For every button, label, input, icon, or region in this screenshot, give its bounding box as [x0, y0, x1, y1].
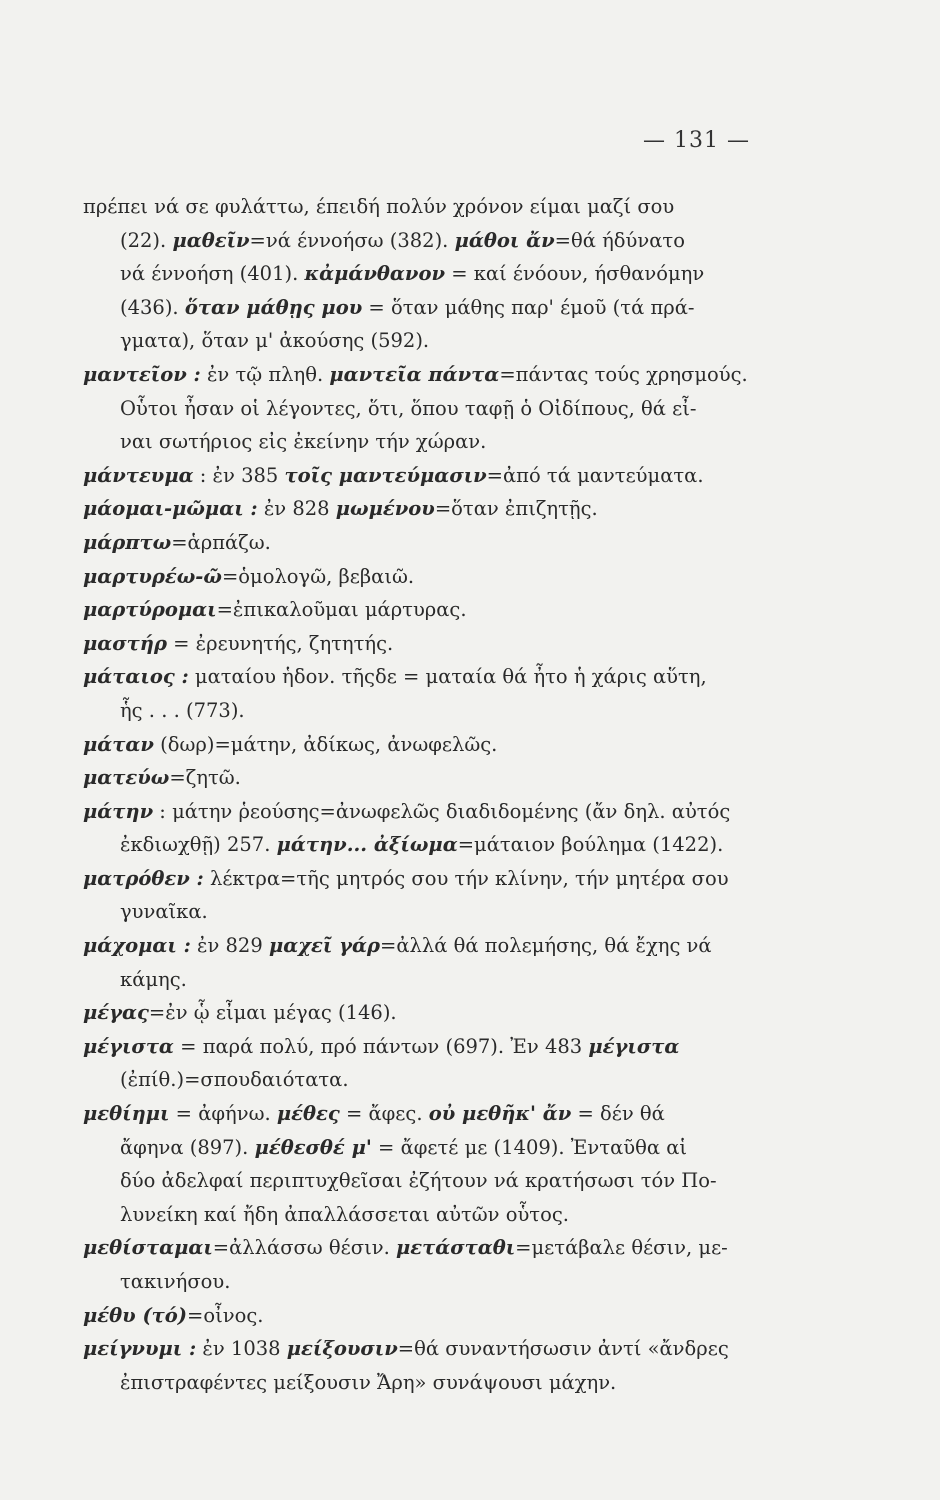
headword: μαρτυρέω-ῶ	[83, 564, 222, 588]
gloss-text: Οὗτοι ἦσαν οἱ λέγοντες, ὅτι, ὅπου ταφῇ ὁ Οἰδίπους, θά εἶ-	[120, 396, 697, 420]
headword: μαντεῖα πάντα	[329, 362, 500, 386]
text-line	[83, 492, 783, 526]
gloss-text: ἧς . . . (773).	[120, 698, 245, 722]
headword: μαρτύρομαι	[83, 598, 217, 622]
headword: μέθεσθέ μ'	[254, 1135, 372, 1159]
text-line	[83, 526, 783, 560]
headword: μάθοι ἄν	[454, 228, 555, 252]
gloss-text: ἄφηνα (897).	[120, 1135, 255, 1159]
gloss-text: ἐν 828	[257, 497, 336, 521]
text-line	[83, 190, 783, 224]
text-line	[83, 291, 783, 325]
text-line	[83, 1164, 783, 1198]
gloss-text: : ἐν 385	[193, 463, 285, 487]
text-line	[83, 1030, 783, 1064]
headword: μέγας	[83, 1001, 149, 1025]
headword: ματεύω	[83, 766, 170, 790]
headword: οὐ μεθῆκ' ἄν	[428, 1102, 572, 1126]
gloss-text: =ἁρπάζω.	[171, 530, 271, 554]
gloss-text: γματα), ὅταν μ' ἀκούσης (592).	[120, 329, 430, 353]
gloss-text: δύο ἀδελφαί περιπτυχθεῖσαι ἐζήτουν νά κρατήσωσι τόν Πο-	[120, 1169, 717, 1193]
gloss-text: λυνείκη καί ἤδη ἀπαλλάσσεται αὐτῶν οὗτος.	[120, 1202, 569, 1226]
page-number: — 131 —	[643, 128, 750, 153]
text-line	[83, 392, 783, 426]
text-line	[83, 1332, 783, 1366]
gloss-text: ματαίου ἡδον. τῆςδε = ματαία θά ἦτο ἡ χάρις αὕτη,	[188, 665, 707, 689]
text-line	[83, 862, 783, 896]
headword: ματρόθεν :	[83, 866, 204, 890]
gloss-text: =οἶνος.	[187, 1303, 264, 1327]
text-line	[83, 795, 783, 829]
gloss-text: ἐκδιωχθῇ) 257.	[120, 833, 277, 857]
gloss-text: =θά ήδύνατο	[554, 228, 685, 252]
gloss-text: ἐν 829	[190, 934, 269, 958]
text-line	[83, 996, 783, 1030]
text-line	[83, 1231, 783, 1265]
headword: μέθες	[276, 1102, 340, 1126]
gloss-text: =ὁμολογῶ, βεβαιῶ.	[221, 564, 415, 588]
headword: μείγνυμι :	[83, 1337, 197, 1361]
headword: μέθυ (τό)	[83, 1303, 188, 1327]
gloss-text: = ἐρευνητής, ζητητής.	[166, 631, 394, 655]
gloss-text: ἐπιστραφέντες μείξουσιν Ἄρη» συνάψουσι μάχην.	[120, 1370, 617, 1394]
headword: ὅταν μάθῃς μου	[184, 295, 363, 319]
gloss-text: =ἀπό τά μαντεύματα.	[486, 463, 704, 487]
text-line	[83, 425, 783, 459]
gloss-text: =νά έννοήσω (382).	[249, 228, 455, 252]
gloss-text: ἐν 1038	[196, 1337, 287, 1361]
gloss-text: =ἐπικαλοῦμαι μάρτυρας.	[216, 598, 467, 622]
glossary-text	[83, 190, 783, 1399]
gloss-text: πρέπει νά σε φυλάττω, έπειδή πολύν χρόνον είμαι μαζί σου	[83, 195, 675, 218]
gloss-text: κάμης.	[120, 967, 187, 991]
headword: μάχομαι :	[83, 934, 191, 958]
headword: μάρπτω	[83, 530, 172, 554]
text-line	[83, 1265, 783, 1299]
text-line	[83, 1198, 783, 1232]
text-line	[83, 593, 783, 627]
headword: τοῖς μαντεύμασιν	[284, 463, 487, 487]
text-line	[83, 257, 783, 291]
headword: μάομαι-μῶμαι :	[83, 497, 258, 521]
headword: μαστήρ	[83, 631, 167, 655]
headword: μαντεῖον :	[83, 362, 201, 386]
headword: μέγιστα	[588, 1034, 680, 1058]
text-line	[83, 694, 783, 728]
gloss-text: : μάτην ῥεούσης=ἀνωφελῶς διαδιδομένης (ἄν δηλ. αὐτός	[153, 799, 731, 823]
text-line	[83, 761, 783, 795]
headword: μείξουσιν	[286, 1337, 398, 1361]
gloss-text: =ἀλλά θά πολεμήσης, θά ἔχης νά	[379, 934, 712, 958]
headword: μάτην... ἀξίωμα	[276, 833, 458, 857]
gloss-text: =ὅταν ἐπιζητῇς.	[434, 497, 598, 521]
gloss-text: (ἐπίθ.)=σπουδαιότατα.	[120, 1068, 349, 1092]
gloss-text: = καί ένόουν, ήσθανόμην	[445, 262, 705, 286]
headword: μάταιος :	[83, 665, 189, 689]
text-line	[83, 895, 783, 929]
headword: μεθίσταμαι	[83, 1236, 213, 1260]
gloss-text: =πάντας τούς χρησμούς.	[499, 362, 748, 386]
headword: μετάσταθι	[395, 1236, 516, 1260]
gloss-text: νά έννοήση (401).	[120, 262, 305, 286]
gloss-text: (436).	[120, 295, 185, 319]
gloss-text: = παρά πολύ, πρό πάντων (697). Ἐν 483	[173, 1034, 589, 1058]
text-line	[83, 728, 783, 762]
gloss-text: = ὅταν μάθης παρ' έμοῦ (τά πρά-	[362, 295, 695, 319]
text-line	[83, 224, 783, 258]
text-line	[83, 1299, 783, 1333]
text-line	[83, 627, 783, 661]
gloss-text: =ζητῶ.	[169, 766, 241, 790]
gloss-text: = ἄφετέ με (1409). Ἐνταῦθα αἱ	[371, 1135, 688, 1159]
headword: κἀμάνθανον	[304, 262, 445, 286]
text-line	[83, 324, 783, 358]
text-line	[83, 1366, 783, 1400]
gloss-text: =μετάβαλε θέσιν, με-	[515, 1236, 728, 1260]
text-line	[83, 358, 783, 392]
gloss-text: (22).	[120, 228, 173, 252]
text-line	[83, 660, 783, 694]
text-line	[83, 929, 783, 963]
gloss-text: = ἀφήνω.	[169, 1102, 277, 1126]
headword: μάτην	[83, 799, 154, 823]
headword: μωμένου	[335, 497, 435, 521]
text-line	[83, 560, 783, 594]
text-line	[83, 828, 783, 862]
headword: μεθίημι	[83, 1102, 170, 1126]
gloss-text: = ἄφες.	[339, 1102, 429, 1126]
text-line	[83, 963, 783, 997]
gloss-text: γυναῖκα.	[120, 900, 208, 924]
gloss-text: = δέν θά	[571, 1102, 665, 1126]
headword: μέγιστα	[83, 1034, 174, 1058]
gloss-text: (δωρ)=μάτην, ἀδίκως, ἀνωφελῶς.	[153, 732, 498, 756]
headword: μάταν	[83, 732, 154, 756]
text-line	[83, 459, 783, 493]
text-line	[83, 1063, 783, 1097]
gloss-text: =ἐν ᾧ εἶμαι μέγας (146).	[148, 1001, 397, 1025]
gloss-text: =ἀλλάσσω θέσιν.	[212, 1236, 396, 1260]
text-line	[83, 1097, 783, 1131]
gloss-text: τακινήσου.	[120, 1270, 231, 1293]
headword: μάντευμα	[83, 463, 194, 487]
headword: μαθεῖν	[172, 228, 250, 252]
headword: μαχεῖ γάρ	[268, 934, 380, 958]
gloss-text: ναι σωτήριος εἰς ἐκείνην τήν χώραν.	[120, 430, 487, 454]
gloss-text: λέκτρα=τῆς μητρός σου τήν κλίνην, τήν μητέρα σου	[203, 866, 729, 890]
gloss-text: ἐν τῷ πληθ.	[200, 362, 330, 386]
text-line	[83, 1131, 783, 1165]
gloss-text: =θά συναντήσωσιν ἀντί «ἄνδρες	[397, 1337, 729, 1361]
gloss-text: =μάταιον βούλημα (1422).	[457, 833, 724, 857]
